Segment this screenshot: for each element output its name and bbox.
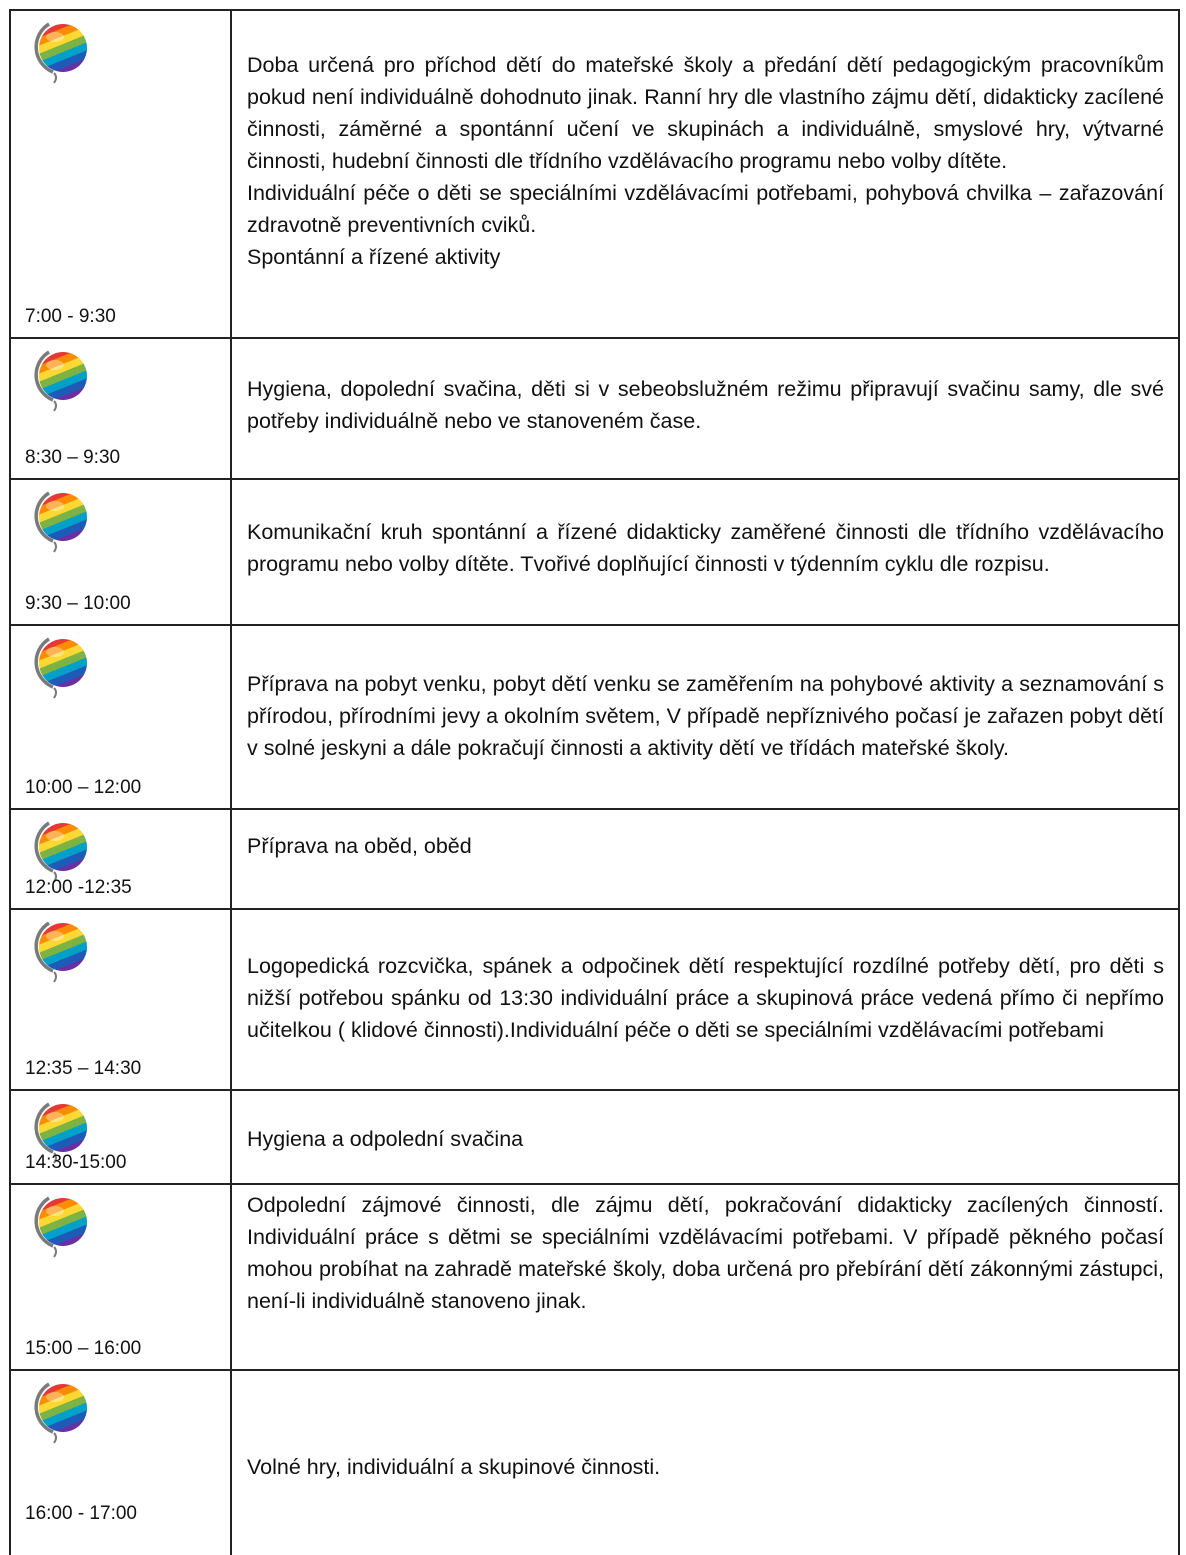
rainbow-globe-icon xyxy=(25,1377,93,1447)
activity-description xyxy=(232,339,1178,478)
time-cell xyxy=(11,1371,232,1555)
description-paragraph: Volné hry, individuální a skupinové činnosti. xyxy=(247,1455,661,1479)
activity-description xyxy=(232,1371,1178,1555)
time-cell xyxy=(11,626,232,808)
description-paragraph: Hygiena, dopolední svačina, děti si v sebeobslužném režimu připravují svačinu samy, dle své potřeby individuálně nebo ve stanoveném čase. xyxy=(247,377,1164,433)
schedule-row xyxy=(11,1371,1178,1555)
time-range: 8:30 – 9:30 xyxy=(25,447,121,468)
rainbow-globe-icon xyxy=(25,916,93,986)
description-paragraph: Individuální péče o děti se speciálními vzdělávacími potřebami, pohybová chvilka – zařazování zdravotně preventivních cviků. xyxy=(247,181,1164,237)
activity-description xyxy=(232,1091,1178,1183)
time-range: 10:00 – 12:00 xyxy=(25,777,142,798)
schedule-row xyxy=(11,11,1178,339)
description-paragraph: Odpolední zájmové činnosti, dle zájmu dětí, pokračování didakticky zacílených činností. Individuální práce s dětmi se speciálními vzdělávacími potřebami. V případě pěkného počasí mohou probíhat na zahradě mateřské školy, doba určená pro přebírání dětí zákonnými zástupci, není-li individuálně stanoveno jinak. xyxy=(247,1193,1164,1313)
activity-description xyxy=(232,1185,1178,1369)
rainbow-globe-icon xyxy=(25,632,93,702)
description-paragraph: Komunikační kruh spontánní a řízené didakticky zaměřené činnosti dle třídního vzdělávacího programu nebo volby dítěte. Tvořivé doplňující činnosti v týdenním cyklu dle rozpisu. xyxy=(247,520,1164,576)
rainbow-globe-icon xyxy=(25,816,93,886)
schedule-row xyxy=(11,480,1178,626)
schedule-row xyxy=(11,1185,1178,1371)
time-range: 14:30-15:00 xyxy=(25,1152,127,1173)
time-range: 9:30 – 10:00 xyxy=(25,593,131,614)
activity-description xyxy=(232,11,1178,337)
rainbow-globe-icon xyxy=(25,486,93,556)
time-range: 12:00 -12:35 xyxy=(25,877,132,898)
time-cell xyxy=(11,1185,232,1369)
time-cell xyxy=(11,910,232,1089)
description-paragraph: Doba určená pro příchod dětí do mateřské školy a předání dětí pedagogickým pracovníkům pokud není individuálně dohodnuto jinak. Ranní hry dle vlastního zájmu dětí, didakticky zacílené činnosti, záměrné a spontánní učení ve skupinách a individuálně, smyslové hry, výtvarné činnosti, hudební činnosti dle třídního vzdělávacího programu nebo volby dítěte. xyxy=(247,53,1164,173)
schedule-row xyxy=(11,910,1178,1091)
activity-description xyxy=(232,626,1178,808)
description-paragraph: Spontánní a řízené aktivity xyxy=(247,245,501,269)
time-cell xyxy=(11,480,232,624)
activity-description xyxy=(232,480,1178,624)
time-range: 12:35 – 14:30 xyxy=(25,1058,142,1079)
activity-description xyxy=(232,810,1178,908)
schedule-row xyxy=(11,810,1178,910)
rainbow-globe-icon xyxy=(25,17,93,87)
time-range: 7:00 - 9:30 xyxy=(25,306,116,327)
time-range: 15:00 – 16:00 xyxy=(25,1338,142,1359)
activity-description xyxy=(232,910,1178,1089)
rainbow-globe-icon xyxy=(25,1191,93,1261)
time-cell xyxy=(11,339,232,478)
description-paragraph: Hygiena a odpolední svačina xyxy=(247,1127,524,1151)
schedule-row xyxy=(11,339,1178,480)
description-paragraph: Logopedická rozcvička, spánek a odpočinek dětí respektující rozdílné potřeby dětí, pro děti s nižší potřebou spánku od 13:30 individuální práce a skupinová práce vedená přímo či nepřímo učitelkou ( klidové činnosti).Individuální péče o děti se speciálními vzdělávacími potřebami xyxy=(247,954,1164,1042)
schedule-row xyxy=(11,1091,1178,1185)
description-paragraph: Příprava na pobyt venku, pobyt dětí venku se zaměřením na pohybové aktivity a seznamování s přírodou, přírodními jevy a okolním světem, V případě nepříznivého počasí je zařazen pobyt dětí v solné jeskyni a dále pokračují činnosti a aktivity dětí ve třídách mateřské školy. xyxy=(247,672,1164,760)
time-range: 16:00 - 17:00 xyxy=(25,1503,137,1524)
schedule-row xyxy=(11,626,1178,810)
time-cell xyxy=(11,11,232,337)
rainbow-globe-icon xyxy=(25,345,93,415)
description-paragraph: Příprava na oběd, oběd xyxy=(247,834,472,858)
daily-schedule-table xyxy=(9,9,1180,1555)
time-cell xyxy=(11,810,232,908)
time-cell xyxy=(11,1091,232,1183)
